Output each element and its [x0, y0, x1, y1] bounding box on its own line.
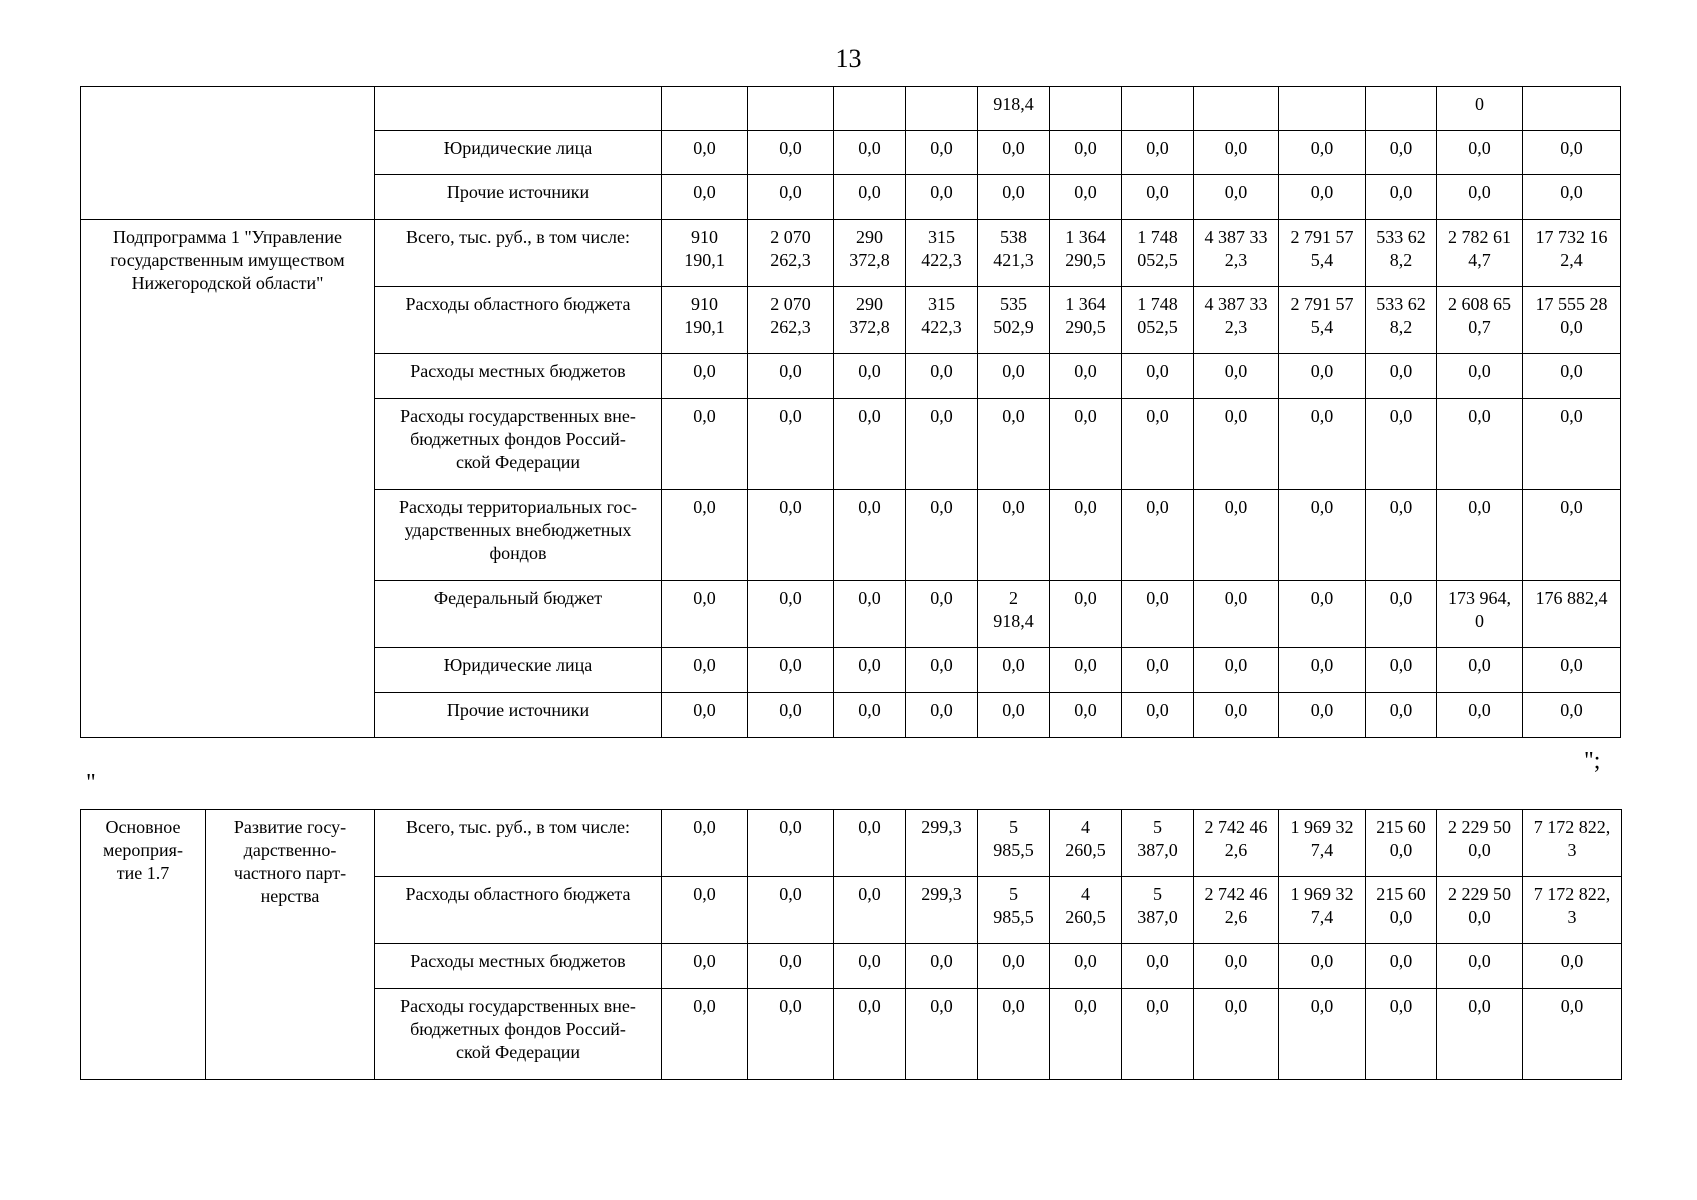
value-cell: 0,0	[1523, 490, 1621, 581]
value-cell: 0,0	[906, 399, 978, 490]
value-cell: 0,0	[1122, 693, 1194, 738]
value-cell: 0,0	[1122, 354, 1194, 399]
value-cell: 0,0	[1194, 175, 1279, 220]
value-cell: 0,0	[662, 131, 748, 175]
value-cell: 2 229 50 0,0	[1437, 810, 1523, 877]
value-cell: 5 985,5	[978, 810, 1050, 877]
value-cell: 0,0	[1523, 175, 1621, 220]
value-cell: 0,0	[1366, 399, 1437, 490]
value-cell	[834, 87, 906, 131]
value-cell: 0,0	[1194, 399, 1279, 490]
value-cell: 5 985,5	[978, 877, 1050, 944]
row-label: Расходы областного бюджета	[375, 287, 662, 354]
value-cell: 0,0	[1437, 693, 1523, 738]
value-cell: 0,0	[834, 131, 906, 175]
value-cell: 315 422,3	[906, 287, 978, 354]
value-cell: 533 62 8,2	[1366, 287, 1437, 354]
value-cell: 0,0	[662, 989, 748, 1080]
value-cell: 299,3	[906, 810, 978, 877]
row-label: Расходы государственных вне- бюджетных фондов Россий- ской Федерации	[375, 399, 662, 490]
closing-quote-mark: ";	[1584, 748, 1601, 774]
value-cell: 7 172 822, 3	[1523, 810, 1622, 877]
row-label: Расходы государственных вне- бюджетных фондов Россий- ской Федерации	[375, 989, 662, 1080]
value-cell: 4 260,5	[1050, 877, 1122, 944]
value-cell: 0,0	[662, 581, 748, 648]
value-cell: 290 372,8	[834, 220, 906, 287]
value-cell: 0,0	[1194, 131, 1279, 175]
value-cell: 533 62 8,2	[1366, 220, 1437, 287]
value-cell: 0,0	[1050, 581, 1122, 648]
value-cell: 0,0	[834, 399, 906, 490]
value-cell: 0,0	[906, 490, 978, 581]
value-cell: 0,0	[978, 648, 1050, 693]
value-cell: 1 748 052,5	[1122, 220, 1194, 287]
value-cell: 0,0	[1366, 175, 1437, 220]
value-cell: 0,0	[978, 944, 1050, 989]
value-cell: 0,0	[1279, 944, 1366, 989]
value-cell: 0,0	[906, 944, 978, 989]
value-cell: 0,0	[1194, 944, 1279, 989]
value-cell: 0,0	[1050, 989, 1122, 1080]
row-label: Юридические лица	[375, 131, 662, 175]
value-cell: 0,0	[1122, 131, 1194, 175]
table-row	[81, 810, 1622, 877]
value-cell: 215 60 0,0	[1366, 877, 1437, 944]
value-cell: 0,0	[662, 354, 748, 399]
value-cell	[748, 87, 834, 131]
row-label: Прочие источники	[375, 175, 662, 220]
value-cell: 5 387,0	[1122, 810, 1194, 877]
value-cell: 0,0	[1523, 131, 1621, 175]
value-cell: 4 260,5	[1050, 810, 1122, 877]
value-cell: 0,0	[906, 175, 978, 220]
value-cell: 0,0	[1279, 581, 1366, 648]
value-cell: 910 190,1	[662, 287, 748, 354]
value-cell: 0,0	[1437, 989, 1523, 1080]
value-cell	[1523, 87, 1621, 131]
value-cell: 0,0	[1437, 131, 1523, 175]
value-cell: 0,0	[1050, 131, 1122, 175]
value-cell: 0,0	[1523, 693, 1621, 738]
value-cell: 2 608 65 0,7	[1437, 287, 1523, 354]
value-cell: 0,0	[1122, 399, 1194, 490]
value-cell	[662, 87, 748, 131]
value-cell: 0,0	[748, 648, 834, 693]
value-cell: 0,0	[906, 581, 978, 648]
value-cell: 0,0	[1122, 581, 1194, 648]
value-cell: 538 421,3	[978, 220, 1050, 287]
value-cell: 0,0	[906, 648, 978, 693]
value-cell: 0,0	[662, 693, 748, 738]
value-cell: 0,0	[834, 175, 906, 220]
value-cell: 0,0	[978, 490, 1050, 581]
opening-quote-mark: "	[86, 770, 96, 796]
value-cell	[906, 87, 978, 131]
value-cell: 0,0	[1050, 354, 1122, 399]
row-label: Прочие источники	[375, 693, 662, 738]
value-cell: 0,0	[748, 490, 834, 581]
value-cell: 0,0	[1194, 989, 1279, 1080]
row-label	[375, 87, 662, 131]
value-cell: 215 60 0,0	[1366, 810, 1437, 877]
value-cell	[1122, 87, 1194, 131]
value-cell: 0,0	[1523, 354, 1621, 399]
row-label: Всего, тыс. руб., в том числе:	[375, 810, 662, 877]
value-cell: 0,0	[1050, 944, 1122, 989]
funding-table-event-1-7	[80, 809, 1622, 1080]
value-cell: 0,0	[834, 581, 906, 648]
value-cell: 918,4	[978, 87, 1050, 131]
value-cell: 0,0	[748, 944, 834, 989]
value-cell: 0,0	[1366, 693, 1437, 738]
value-cell: 0,0	[748, 399, 834, 490]
value-cell: 0,0	[1523, 399, 1621, 490]
value-cell: 0,0	[978, 354, 1050, 399]
event-title: Основное мероприя- тие 1.7	[81, 810, 206, 1080]
value-cell: 0,0	[1523, 648, 1621, 693]
value-cell	[1194, 87, 1279, 131]
value-cell: 0,0	[1122, 989, 1194, 1080]
value-cell: 0,0	[748, 989, 834, 1080]
value-cell: 0,0	[978, 175, 1050, 220]
continued-program-cell	[81, 87, 375, 220]
row-label: Расходы областного бюджета	[375, 877, 662, 944]
value-cell: 0,0	[834, 354, 906, 399]
value-cell: 0,0	[1050, 490, 1122, 581]
value-cell: 0,0	[1366, 989, 1437, 1080]
value-cell: 0,0	[1523, 989, 1622, 1080]
value-cell: 290 372,8	[834, 287, 906, 354]
value-cell: 4 387 33 2,3	[1194, 287, 1279, 354]
value-cell: 2 742 46 2,6	[1194, 877, 1279, 944]
value-cell: 0,0	[748, 131, 834, 175]
value-cell: 0,0	[1194, 490, 1279, 581]
value-cell: 0	[1437, 87, 1523, 131]
value-cell: 17 732 16 2,4	[1523, 220, 1621, 287]
value-cell: 0,0	[978, 693, 1050, 738]
value-cell: 2 918,4	[978, 581, 1050, 648]
row-label: Юридические лица	[375, 648, 662, 693]
value-cell: 0,0	[1279, 354, 1366, 399]
value-cell: 0,0	[1050, 693, 1122, 738]
row-label: Федеральный бюджет	[375, 581, 662, 648]
value-cell: 4 387 33 2,3	[1194, 220, 1279, 287]
page-number: 13	[835, 44, 862, 73]
value-cell: 0,0	[978, 131, 1050, 175]
value-cell: 0,0	[1194, 648, 1279, 693]
event-name: Развитие госу- дарственно- частного парт- нерства	[206, 810, 375, 1080]
value-cell	[1279, 87, 1366, 131]
value-cell: 2 791 57 5,4	[1279, 287, 1366, 354]
value-cell: 0,0	[662, 399, 748, 490]
value-cell: 176 882,4	[1523, 581, 1621, 648]
value-cell: 0,0	[906, 693, 978, 738]
value-cell: 0,0	[834, 877, 906, 944]
value-cell: 0,0	[906, 131, 978, 175]
value-cell: 0,0	[834, 989, 906, 1080]
value-cell: 1 364 290,5	[1050, 287, 1122, 354]
value-cell: 315 422,3	[906, 220, 978, 287]
value-cell: 2 742 46 2,6	[1194, 810, 1279, 877]
value-cell: 0,0	[1279, 648, 1366, 693]
row-label: Всего, тыс. руб., в том числе:	[375, 220, 662, 287]
value-cell: 0,0	[834, 810, 906, 877]
value-cell: 0,0	[834, 693, 906, 738]
value-cell: 17 555 28 0,0	[1523, 287, 1621, 354]
value-cell: 0,0	[1437, 354, 1523, 399]
value-cell: 0,0	[1366, 648, 1437, 693]
value-cell: 0,0	[1050, 175, 1122, 220]
row-label: Расходы местных бюджетов	[375, 944, 662, 989]
value-cell: 0,0	[1437, 648, 1523, 693]
value-cell: 0,0	[1437, 175, 1523, 220]
value-cell: 0,0	[1194, 354, 1279, 399]
value-cell: 0,0	[1194, 581, 1279, 648]
value-cell: 0,0	[1122, 648, 1194, 693]
value-cell: 1 969 32 7,4	[1279, 877, 1366, 944]
value-cell: 299,3	[906, 877, 978, 944]
value-cell: 0,0	[1366, 581, 1437, 648]
table-row	[81, 220, 1621, 287]
value-cell: 0,0	[1279, 989, 1366, 1080]
value-cell: 0,0	[1279, 693, 1366, 738]
value-cell: 0,0	[1279, 490, 1366, 581]
value-cell: 2 229 50 0,0	[1437, 877, 1523, 944]
value-cell: 0,0	[906, 989, 978, 1080]
value-cell: 0,0	[906, 354, 978, 399]
value-cell: 7 172 822, 3	[1523, 877, 1622, 944]
value-cell: 0,0	[1050, 648, 1122, 693]
value-cell: 1 364 290,5	[1050, 220, 1122, 287]
value-cell: 0,0	[662, 490, 748, 581]
value-cell: 0,0	[1366, 944, 1437, 989]
value-cell: 0,0	[662, 944, 748, 989]
funding-table-subprogram-1	[80, 86, 1621, 738]
table-row	[81, 87, 1621, 131]
value-cell: 0,0	[1437, 944, 1523, 989]
value-cell: 0,0	[1279, 399, 1366, 490]
value-cell: 0,0	[748, 693, 834, 738]
value-cell: 0,0	[834, 490, 906, 581]
value-cell: 0,0	[1366, 354, 1437, 399]
value-cell: 0,0	[748, 581, 834, 648]
value-cell: 1 748 052,5	[1122, 287, 1194, 354]
value-cell: 0,0	[748, 810, 834, 877]
value-cell: 2 070 262,3	[748, 287, 834, 354]
value-cell: 5 387,0	[1122, 877, 1194, 944]
value-cell	[1366, 87, 1437, 131]
value-cell: 0,0	[1366, 490, 1437, 581]
row-label: Расходы территориальных гос- ударственных внебюджетных фондов	[375, 490, 662, 581]
value-cell: 0,0	[1122, 175, 1194, 220]
value-cell: 0,0	[1437, 490, 1523, 581]
value-cell: 0,0	[1122, 944, 1194, 989]
value-cell: 0,0	[1437, 399, 1523, 490]
row-label: Расходы местных бюджетов	[375, 354, 662, 399]
value-cell: 910 190,1	[662, 220, 748, 287]
value-cell: 0,0	[662, 877, 748, 944]
value-cell: 0,0	[1523, 944, 1622, 989]
value-cell: 0,0	[748, 354, 834, 399]
value-cell: 0,0	[748, 175, 834, 220]
value-cell: 0,0	[978, 989, 1050, 1080]
value-cell: 0,0	[1122, 490, 1194, 581]
value-cell: 0,0	[1366, 131, 1437, 175]
value-cell: 0,0	[1279, 131, 1366, 175]
value-cell: 0,0	[662, 810, 748, 877]
value-cell: 1 969 32 7,4	[1279, 810, 1366, 877]
value-cell: 0,0	[1050, 399, 1122, 490]
subprogram-title: Подпрограмма 1 "Управление государственным имуществом Нижегородской области"	[81, 220, 375, 738]
value-cell: 173 964, 0	[1437, 581, 1523, 648]
value-cell: 0,0	[834, 944, 906, 989]
value-cell	[1050, 87, 1122, 131]
value-cell: 0,0	[1194, 693, 1279, 738]
value-cell: 0,0	[978, 399, 1050, 490]
value-cell: 0,0	[1279, 175, 1366, 220]
value-cell: 0,0	[662, 648, 748, 693]
value-cell: 0,0	[834, 648, 906, 693]
value-cell: 2 782 61 4,7	[1437, 220, 1523, 287]
value-cell: 0,0	[748, 877, 834, 944]
value-cell: 0,0	[662, 175, 748, 220]
value-cell: 2 070 262,3	[748, 220, 834, 287]
value-cell: 535 502,9	[978, 287, 1050, 354]
value-cell: 2 791 57 5,4	[1279, 220, 1366, 287]
